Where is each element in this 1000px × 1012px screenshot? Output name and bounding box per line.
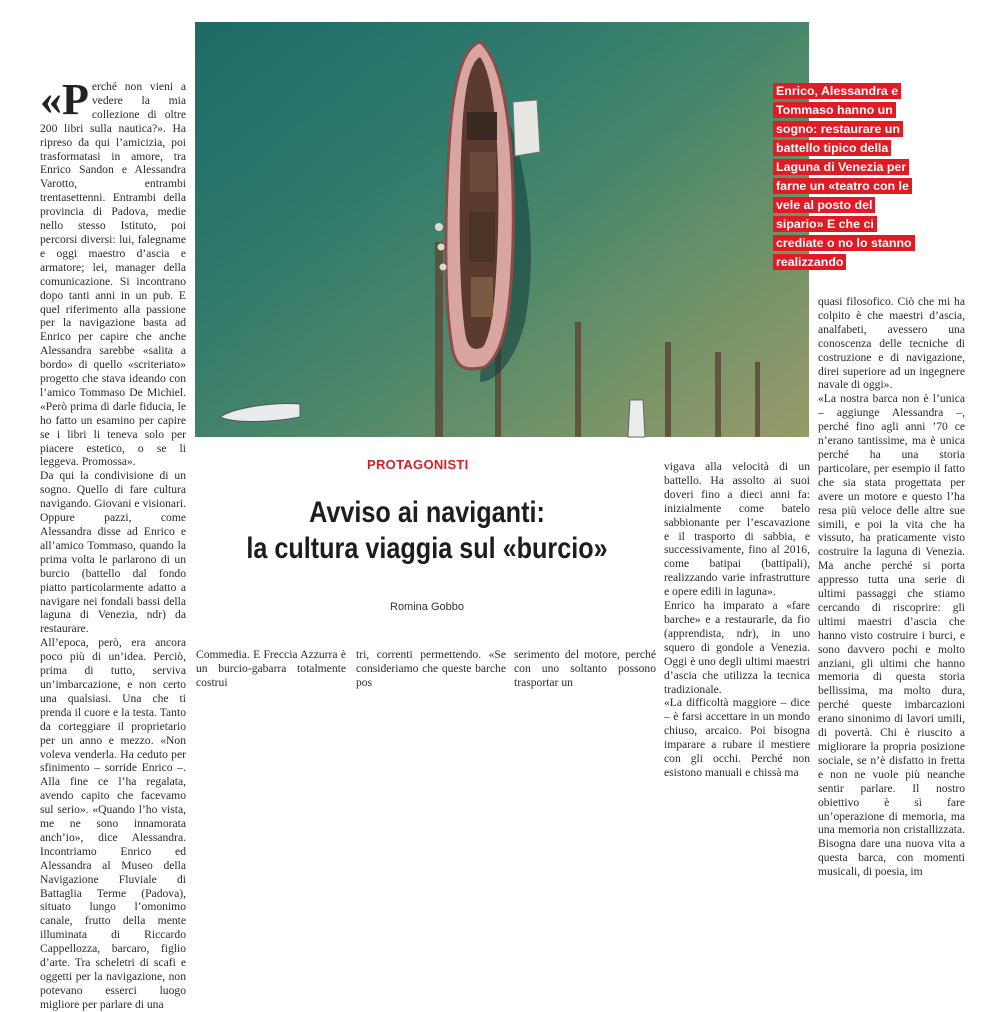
article-paragraph: «La nostra barca non è l’unica – aggiunge Alessandra –, perché fino agli anni ’70 ce n’erano tantissime, ma è unica perché ha una storia particolare, per esempio il fatto che sia stata progettata per avere un motore e questo l’ha resa più veloce delle altre sue simili, e poi la vita che ha vissuto, ha praticamente visto costruire la laguna di Venezia. Ma anche perché si porta appresso tutta una serie di ultimi passaggi che stiamo cercando di riscoprire: gli ultimi maestri d’ascia che hanno visto costruire i burci, e sono davvero pochi e molto anziani, gli ultimi che hanno memoria di questa storia bellissima, ma molto dura, perché queste imbarcazioni erano sinonimo di lavori umili, di povertà. Chi è riuscito a migliorare la propria posizione sociale, se n’è disfatto in fretta e non ne vuole più neanche sentir parlare. Il nostro obiettivo è sì fare un’operazione di memoria, ma una memoria non cristallizzata. Bisogna dare una nuova vita a questa barca, con momenti musicali, di poesia, im (818, 392, 965, 879)
headline-line: Avviso ai naviganti: (309, 496, 545, 529)
article-column-left (40, 75, 186, 1011)
byline: Romina Gobbo (390, 601, 464, 613)
article-column-bottom-2: tri, correnti permettendo. «Se consideriamo che queste barche pos (356, 648, 506, 689)
headline (233, 495, 621, 567)
article-column-bottom-1: Commedia. E Freccia Azzurra è un burcio-gabarra totalmente costrui (196, 648, 346, 689)
article-paragraph: vigava alla velocità di un battello. Ha assolto ai suoi doveri fino a dieci anni fa: inizialmente come batelo sabbionante per l’escavazione e il trasporto di sabbia, e successivamente, fino al 2016, come batipai (battipali), realizzando varie infrastrutture e opere edili in laguna». (664, 460, 810, 599)
article-column-middle (664, 460, 810, 779)
drop-cap: «P (40, 75, 89, 124)
article-paragraph: «La difficoltà maggiore – dice – è farsi accettare in un mondo chiuso, arcaico. Poi bisogna imparare a rubare il mestiere con gli occhi. Perché non esistono manuali e chissà ma (664, 696, 810, 779)
article-column-right (818, 295, 965, 879)
aerial-boat-icon (195, 22, 809, 437)
headline-line: la cultura viaggia sul «burcio» (246, 532, 608, 565)
pull-quote: Enrico, Alessandra e Tommaso hanno un sogno: restaurare un battello tipico della Laguna di Venezia per farne un «teatro con le vele al posto del sipario» E che ci crediate o no lo stanno realizzando (773, 82, 915, 272)
article-paragraph: «Perché non vieni a vedere la mia collezione di oltre 200 libri sulla nautica?». Ha ripreso da qui l’amicizia, poi trasformatasi in amore, tra Enrico Sandon e Alessandra Varotto, entrambi trentasettenni. Entrambi della provincia di Padova, medie nello stesso Istituto, poi percorsi diversi: lui, falegname e oggi maestro d’ascia e armatore; lei, manager della comunicazione. Si incontrano dopo tanti anni in un pub. E quel riferimento alla passione per la navigazione basta ad Enrico per capire che anche Alessandra sarebbe «salita a bordo» di quello «scriteriato» progetto che stava ideando con l’amico Tommaso De Michiel. «Però prima di darle fiducia, le ho fatto un esamino per capire se i libri li teneva solo per piacere estetico, o se li leggeva. Promossa». (40, 75, 186, 469)
article-paragraph: Enrico ha imparato a «fare barche» e a restaurarle, da fio (apprendista, ndr), in uno squero di gondole a Venezia. Oggi è uno degli ultimi maestri d’ascia che utilizza la tecnica tradizionale. (664, 599, 810, 696)
section-kicker: PROTAGONISTI (367, 457, 469, 472)
article-photo (195, 22, 809, 437)
article-column-bottom-3: serimento del motore, perché con uno soltanto possono trasportar un (514, 648, 656, 689)
article-paragraph: quasi filosofico. Ciò che mi ha colpito è che maestri d’ascia, analfabeti, avessero una conoscenza delle tecniche di costruzione e di navigazione, direi superiore ad un ingegnere navale di oggi». (818, 295, 965, 392)
article-paragraph: Da qui la condivisione di un sogno. Quello di fare cultura navigando. Giovani e visionari. Oppure pazzi, come Alessandra disse ad Enrico e all’amico Tommaso, quando la prima volta le parlarono di un burcio (battello dal fondo piatto particolarmente adatto a navigare nei fondali bassi della laguna di Venezia, ndr) da restaurare. (40, 469, 186, 636)
article-paragraph: All’epoca, però, era ancora poco più di un’idea. Perciò, prima di tutto, serviva un’imbarcazione, e non certo una qualsiasi. Una che ti prenda il cuore e la testa. Tanto da corteggiare il proprietario per un anno e mezzo. «Non voleva venderla. Ha ceduto per sfinimento – sorride Enrico –. Alla fine ce l’ha regalata, avendo capito che facevamo sul serio». «Quando l’ho vista, me ne sono innamorata anch’io», dice Alessandra. Incontriamo Enrico ed Alessandra al Museo della Navigazione Fluviale di Battaglia Terme (Padova), situato lungo l’omonimo canale, frutto della mente illuminata di Riccardo Cappellozza, barcaro, figlio d’arte. Tra scheletri di scafi e oggetti per la navigazione, non potevano esserci luogo migliore per parlare di una (40, 636, 186, 1011)
